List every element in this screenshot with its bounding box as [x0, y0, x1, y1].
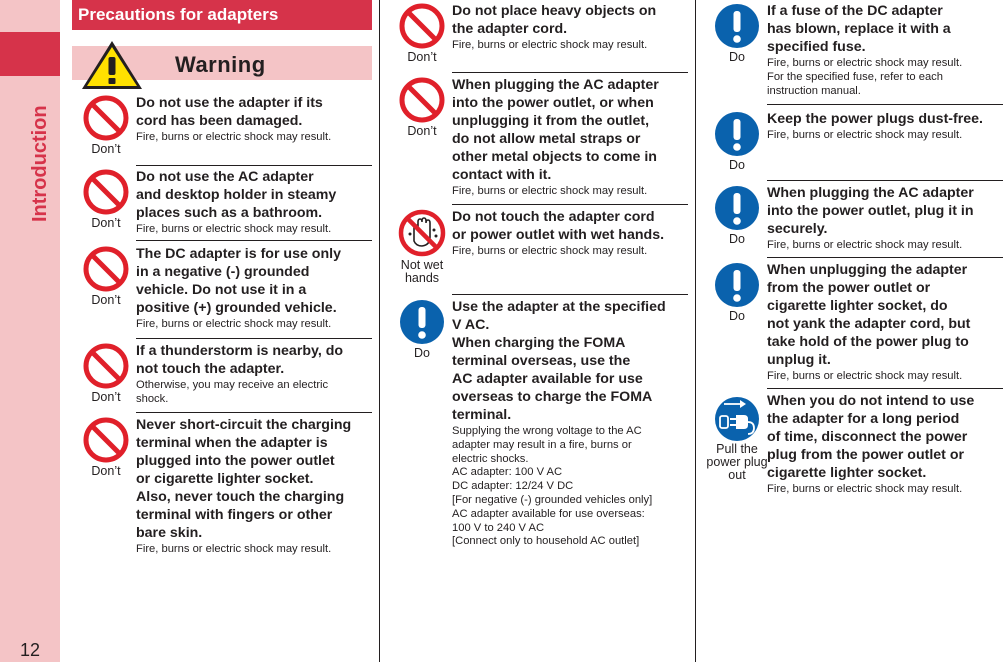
icon-caption: Don’t: [407, 124, 437, 138]
instruction-do-icon: [713, 2, 761, 50]
instruction-do-icon: [398, 298, 446, 346]
warning-triangle-icon: [78, 38, 146, 92]
side-tab-marker: [0, 32, 60, 76]
item-title: When plugging the AC adapter into the power outlet, plug it in securely.: [767, 185, 974, 237]
prohibition-icon: [82, 94, 130, 142]
icon-caption: Do: [414, 346, 430, 360]
item-separator: [136, 338, 372, 339]
side-label: Introduction: [29, 105, 51, 222]
item-body: Fire, burns or electric shock may result.: [452, 245, 648, 257]
item-title: Do not use the adapter if its cord has been damaged.: [136, 95, 323, 129]
prohibition-icon: [82, 416, 130, 464]
icon-caption: Don’t: [91, 390, 121, 404]
item-separator: [767, 388, 1003, 389]
icon-caption: Do: [729, 232, 745, 246]
icon-caption: hands: [404, 271, 440, 285]
item-body: Fire, burns or electric shock may result.: [452, 185, 648, 197]
item-title: If a fuse of the DC adapter has blown, replace it with a specified fuse.: [767, 3, 951, 55]
item-separator: [452, 72, 688, 73]
icon-caption: Do: [729, 158, 745, 172]
icon-caption: Don’t: [91, 464, 121, 478]
icon-caption: out: [728, 468, 746, 482]
item-body: Otherwise, you may receive an electric shock.: [136, 379, 329, 405]
no-wet-hands-icon: [397, 208, 447, 258]
item-body: Fire, burns or electric shock may result.: [136, 543, 332, 555]
item-body: Fire, burns or electric shock may result. For the specified fuse, refer to each instruction manual.: [767, 57, 963, 97]
item-title: When unplugging the adapter from the power outlet or cigarette lighter socket, do not yank the adapter cord, but take hold of the power plug to unplug it.: [767, 262, 971, 368]
item-body: Fire, burns or electric shock may result.: [767, 370, 963, 382]
item-title: Keep the power plugs dust-free.: [767, 111, 983, 127]
item-title: Never short-circuit the charging terminal when the adapter is plugged into the power outlet or cigarette lighter socket. Also, never touch the charging terminal with fingers or other bare skin.: [136, 417, 352, 541]
item-separator: [767, 104, 1003, 105]
item-body: Fire, burns or electric shock may result.: [136, 223, 332, 235]
item-title: Do not place heavy objects on the adapter cord.: [452, 3, 657, 37]
column-divider-2: [695, 0, 696, 662]
prohibition-icon: [398, 76, 446, 124]
prohibition-icon: [82, 168, 130, 216]
item-title: Do not use the AC adapter and desktop holder in steamy places such as a bathroom.: [136, 169, 337, 221]
icon-caption: Do: [729, 50, 745, 64]
instruction-do-icon: [713, 184, 761, 232]
item-body: Fire, burns or electric shock may result.: [767, 239, 963, 251]
icon-caption: Do: [729, 309, 745, 323]
item-separator: [136, 240, 372, 241]
icon-caption: Don’t: [91, 293, 121, 307]
section-title: Precautions for adapters: [72, 0, 372, 30]
item-separator: [452, 204, 688, 205]
item-title: When plugging the AC adapter into the power outlet, or when unplugging it from the outlet, do not allow metal straps or other metal objects to come in contact with it.: [452, 77, 659, 183]
item-body: Supplying the wrong voltage to the AC adapter may result in a fire, burns or electric shocks. AC adapter: 100 V AC DC adapter: 12/24 V DC [For negative (-) grounded vehicles only] AC adapter available for use overseas: 100 V to 240 V AC [Connect only to household AC outlet]: [452, 425, 653, 548]
item-body: Fire, burns or electric shock may result.: [136, 131, 332, 143]
icon-caption: Don’t: [407, 50, 437, 64]
item-title: Use the adapter at the specified V AC. When charging the FOMA terminal overseas, use the AC adapter available for use overseas to charge the FOMA terminal.: [452, 299, 666, 423]
item-separator: [136, 165, 372, 166]
item-body: Fire, burns or electric shock may result.: [136, 318, 332, 330]
prohibition-icon: [398, 2, 446, 50]
instruction-do-icon: [713, 261, 761, 309]
item-body: Fire, burns or electric shock may result.: [767, 483, 963, 495]
item-body: Fire, burns or electric shock may result.: [452, 39, 648, 51]
page-number: 12: [20, 640, 41, 660]
item-title: If a thunderstorm is nearby, do not touch the adapter.: [136, 343, 344, 377]
item-separator: [767, 257, 1003, 258]
item-title: The DC adapter is for use only in a negative (-) grounded vehicle. Do not use it in a positive (+) grounded vehicle.: [136, 246, 341, 316]
item-separator: [136, 412, 372, 413]
item-separator: [767, 180, 1003, 181]
column-divider-1: [379, 0, 380, 662]
icon-caption: Pull the: [716, 442, 758, 456]
item-separator: [452, 294, 688, 295]
item-body: Fire, burns or electric shock may result.: [767, 129, 963, 141]
icon-caption: power plug: [706, 455, 768, 469]
icon-caption: Don’t: [91, 216, 121, 230]
prohibition-icon: [82, 342, 130, 390]
item-title: When you do not intend to use the adapter for a long period of time, disconnect the power plug from the power outlet or cigarette lighter socket.: [767, 393, 975, 481]
prohibition-icon: [82, 245, 130, 293]
pull-plug-icon: [712, 392, 762, 442]
instruction-do-icon: [713, 110, 761, 158]
item-title: Do not touch the adapter cord or power outlet with wet hands.: [452, 209, 665, 243]
icon-caption: Don’t: [91, 142, 121, 156]
icon-caption: Not wet: [400, 258, 444, 272]
warning-label: Warning: [175, 52, 266, 77]
